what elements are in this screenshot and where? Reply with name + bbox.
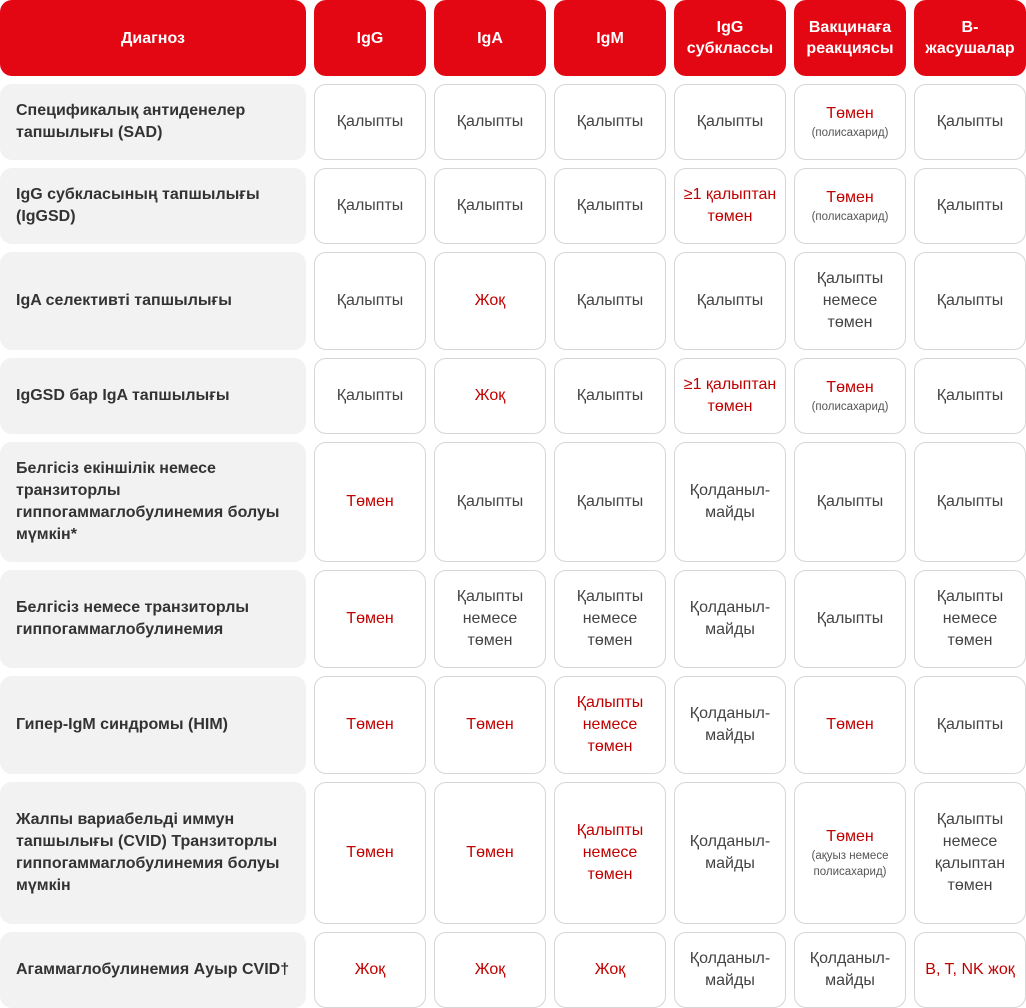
cell-value: B, T, NK жоқ — [925, 961, 1015, 978]
table-cell — [914, 358, 1026, 434]
table-cell — [914, 932, 1026, 1008]
cell-value: Қалыпты — [936, 387, 1004, 404]
cell-value: Қалыпты — [336, 197, 404, 214]
cell-value: Төмен — [346, 716, 394, 733]
column-header-2: IgA — [434, 0, 546, 76]
cell-note: (полисахарид) — [811, 401, 889, 413]
table-cell — [794, 358, 906, 434]
table-cell — [434, 442, 546, 562]
cell-value: Қалыпты немесе төмен — [816, 270, 884, 331]
cell-value: Қалыпты — [576, 493, 644, 510]
table-cell — [794, 168, 906, 244]
cell-value: Қалыпты — [936, 292, 1004, 309]
table-cell — [314, 782, 426, 924]
cell-value: Қалыпты — [576, 387, 644, 404]
table-cell — [794, 676, 906, 774]
table-cell — [794, 932, 906, 1008]
row-label — [0, 570, 306, 668]
column-header-diagnosis: Диагноз — [0, 0, 306, 76]
cell-value: Қалыпты — [336, 292, 404, 309]
table-cell — [914, 168, 1026, 244]
cell-value: Төмен — [826, 716, 874, 733]
table-cell — [914, 442, 1026, 562]
cell-value: Қалыпты немесе қалыптан төмен — [934, 811, 1006, 894]
row-label — [0, 84, 306, 160]
row-label-text: IgGSD бар IgA тапшылығы — [16, 387, 230, 404]
table-cell — [434, 676, 546, 774]
table-cell — [434, 252, 546, 350]
table-cell — [674, 168, 786, 244]
table-cell — [794, 84, 906, 160]
column-header-6: B- жасушалар — [914, 0, 1026, 76]
table-cell — [554, 932, 666, 1008]
table-cell — [314, 932, 426, 1008]
cell-value: Қолданыл- майды — [809, 950, 891, 989]
cell-value: Төмен — [346, 844, 394, 861]
row-label-text: IgA селективті тапшылығы — [16, 292, 232, 309]
cell-value: Қолданыл- майды — [689, 950, 771, 989]
row-label-text: Спецификалық антиденелер тапшылығы (SAD) — [16, 102, 246, 141]
table-cell — [674, 570, 786, 668]
row-label — [0, 358, 306, 434]
table-cell — [434, 358, 546, 434]
cell-note: (ақуыз немесе полисахарид) — [811, 850, 889, 878]
table-cell — [314, 676, 426, 774]
row-label — [0, 252, 306, 350]
column-header-5: Вакцинаға реакциясы — [794, 0, 906, 76]
table-cell — [554, 168, 666, 244]
cell-value: Төмен — [826, 189, 874, 206]
column-header-3: IgM — [554, 0, 666, 76]
cell-value: Қалыпты — [936, 197, 1004, 214]
cell-value: Жоқ — [474, 292, 506, 309]
table-cell — [794, 252, 906, 350]
row-label-text: Белгісіз екіншілік немесе транзиторлы гиппогаммаглобулинемия болуы мүмкін* — [16, 460, 280, 543]
cell-value: Қалыпты — [696, 292, 764, 309]
table-cell — [314, 84, 426, 160]
cell-value: Қалыпты — [576, 113, 644, 130]
table-cell — [554, 84, 666, 160]
column-header-1: IgG — [314, 0, 426, 76]
cell-value: Қалыпты — [816, 493, 884, 510]
table-cell — [674, 932, 786, 1008]
cell-value: Қалыпты — [696, 113, 764, 130]
row-label — [0, 932, 306, 1008]
row-label — [0, 442, 306, 562]
cell-value: Қалыпты — [936, 113, 1004, 130]
table-cell — [674, 442, 786, 562]
cell-value: Қалыпты немесе төмен — [936, 588, 1004, 649]
cell-value: Төмен — [346, 610, 394, 627]
cell-value: Қалыпты — [336, 113, 404, 130]
cell-value: Төмен — [466, 716, 514, 733]
table-cell — [554, 570, 666, 668]
cell-value: Жоқ — [474, 387, 506, 404]
table-cell — [794, 442, 906, 562]
table-cell — [434, 84, 546, 160]
table-cell — [314, 442, 426, 562]
table-cell — [914, 84, 1026, 160]
cell-note: (полисахарид) — [811, 127, 889, 139]
table-cell — [794, 782, 906, 924]
cell-value: Қалыпты — [936, 716, 1004, 733]
table-cell — [794, 570, 906, 668]
cell-value: Төмен — [826, 379, 874, 396]
table-cell — [434, 932, 546, 1008]
table-cell — [554, 442, 666, 562]
cell-value: Қалыпты немесе төмен — [576, 694, 644, 755]
cell-value: Төмен — [346, 493, 394, 510]
table-cell — [434, 168, 546, 244]
cell-value: Төмен — [826, 105, 874, 122]
cell-value: Төмен — [466, 844, 514, 861]
row-label — [0, 782, 306, 924]
cell-value: Қалыпты — [576, 197, 644, 214]
table-cell — [914, 570, 1026, 668]
row-label — [0, 676, 306, 774]
table-cell — [554, 676, 666, 774]
cell-value: Қолданыл- майды — [689, 599, 771, 638]
cell-value: Қолданыл- майды — [689, 482, 771, 521]
table-cell — [674, 676, 786, 774]
row-label-text: Гипер-IgM синдромы (HIM) — [16, 716, 228, 733]
table-cell — [554, 252, 666, 350]
table-cell — [314, 570, 426, 668]
row-label — [0, 168, 306, 244]
table-cell — [674, 84, 786, 160]
row-label-text: Жалпы вариабельді иммун тапшылығы (CVID) Транзиторлы гиппогаммаглобулинемия болуы мүмкін — [16, 811, 280, 894]
cell-value: Қалыпты — [576, 292, 644, 309]
table-cell — [674, 782, 786, 924]
cell-value: Қалыпты — [936, 493, 1004, 510]
cell-value: Қалыпты — [456, 113, 524, 130]
cell-value: ≥1 қалыптан төмен — [683, 376, 777, 415]
row-label-text: IgG субкласының тапшылығы (IgGSD) — [16, 186, 260, 225]
cell-value: Қалыпты — [456, 493, 524, 510]
cell-value: Қалыпты немесе төмен — [576, 588, 644, 649]
cell-value: Жоқ — [474, 961, 506, 978]
table-cell — [554, 782, 666, 924]
table-cell — [434, 570, 546, 668]
table-cell — [674, 358, 786, 434]
cell-value: Қалыпты — [816, 610, 884, 627]
table-cell — [314, 358, 426, 434]
cell-note: (полисахарид) — [811, 211, 889, 223]
table-cell — [434, 782, 546, 924]
column-header-4: IgG субклассы — [674, 0, 786, 76]
cell-value: Қалыпты немесе төмен — [576, 822, 644, 883]
row-label-text: Агаммаглобулинемия Ауыр CVID† — [16, 961, 290, 978]
cell-value: Қолданыл- майды — [689, 705, 771, 744]
cell-value: Қалыпты немесе төмен — [456, 588, 524, 649]
table-cell — [914, 782, 1026, 924]
cell-value: Жоқ — [354, 961, 386, 978]
cell-value: Қалыпты — [336, 387, 404, 404]
cell-value: Қолданыл- майды — [689, 833, 771, 872]
cell-value: Жоқ — [594, 961, 626, 978]
table-cell — [554, 358, 666, 434]
cell-value: ≥1 қалыптан төмен — [683, 186, 777, 225]
table-cell — [674, 252, 786, 350]
table-cell — [314, 252, 426, 350]
table-cell — [314, 168, 426, 244]
cell-value: Қалыпты — [456, 197, 524, 214]
table-cell — [914, 676, 1026, 774]
table-cell — [914, 252, 1026, 350]
row-label-text: Белгісіз немесе транзиторлы гиппогаммаглобулинемия — [16, 599, 250, 638]
cell-value: Төмен — [826, 828, 874, 845]
